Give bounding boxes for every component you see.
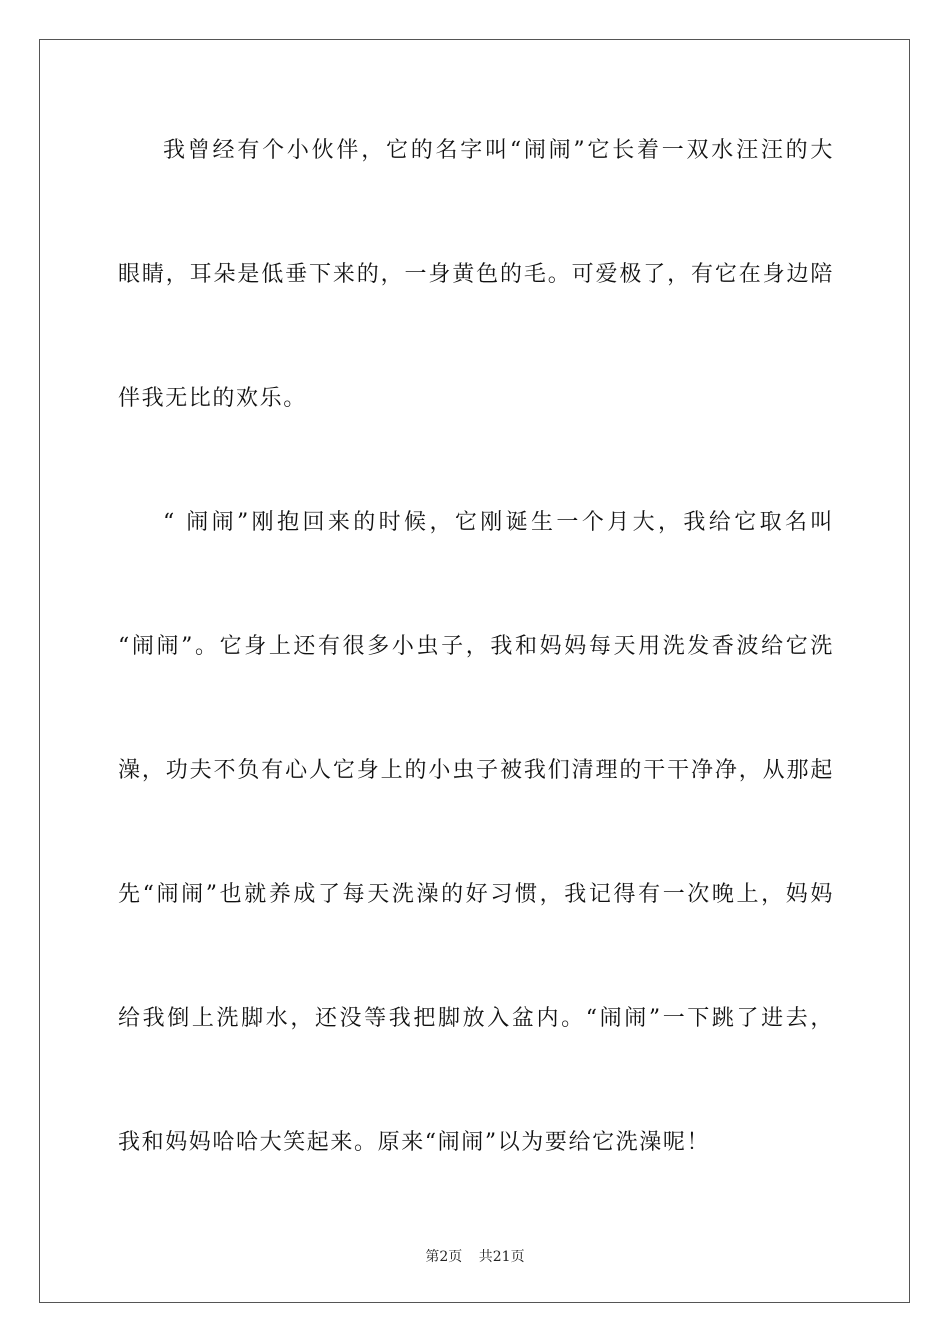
text-line: 我和妈妈哈哈大笑起来。原来“闹闹”以为要给它洗澡呢！ — [118, 1130, 711, 1155]
text-line: “ 闹闹”刚抱回来的时候，它刚诞生一个月大，我给它取名叫 — [163, 510, 834, 535]
page-frame — [39, 39, 910, 1303]
text-line: 我曾经有个小伙伴，它的名字叫“闹闹”它长着一双水汪汪的大 — [163, 138, 834, 163]
page-number: 第2页 — [425, 1249, 463, 1265]
page-footer — [0, 1248, 950, 1266]
text-line: “闹闹”。它身上还有很多小虫子，我和妈妈每天用洗发香波给它洗 — [118, 634, 834, 659]
text-line: 澡，功夫不负有心人它身上的小虫子被我们清理的干干净净，从那起 — [118, 758, 834, 783]
text-line: 给我倒上洗脚水，还没等我把脚放入盆内。“闹闹”一下跳了进去， — [118, 1006, 834, 1031]
page-total: 共21页 — [478, 1249, 525, 1265]
text-line: 伴我无比的欢乐。 — [118, 386, 307, 411]
text-line: 先“闹闹”也就养成了每天洗澡的好习惯，我记得有一次晚上，妈妈 — [118, 882, 834, 907]
text-line: 眼睛，耳朵是低垂下来的，一身黄色的毛。可爱极了，有它在身边陪 — [118, 262, 834, 287]
